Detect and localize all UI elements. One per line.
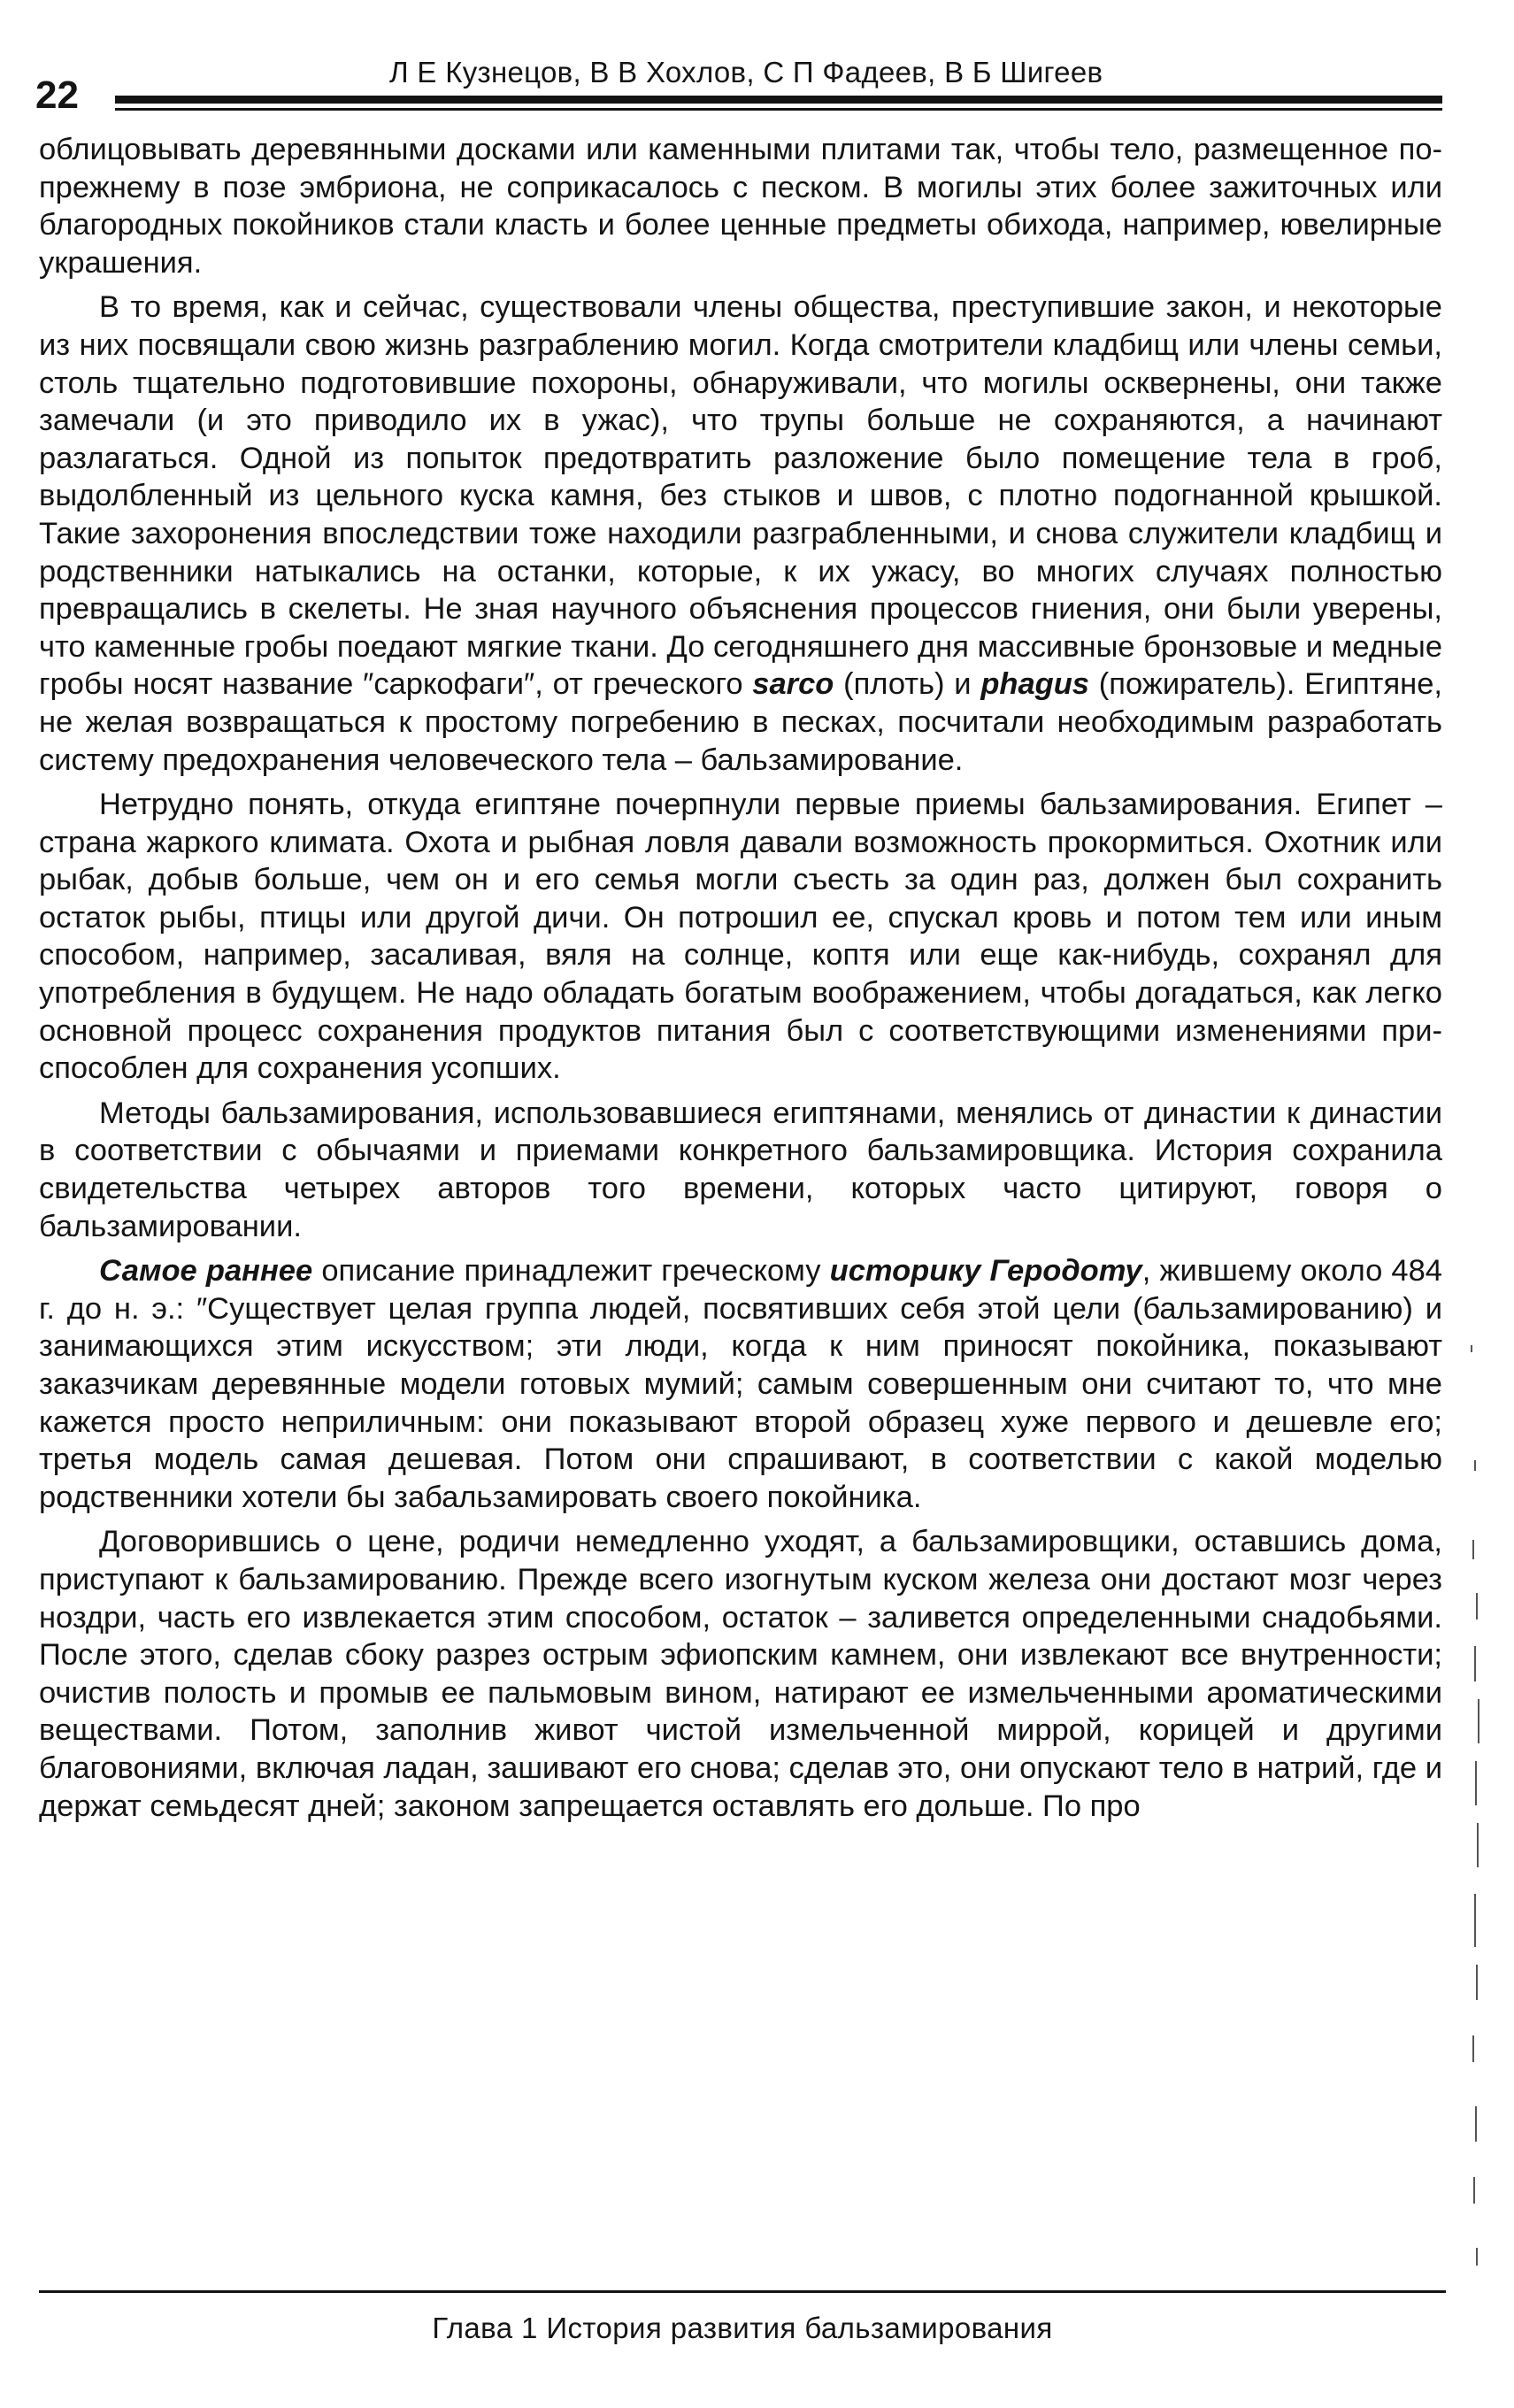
paragraph bbox=[39, 288, 1442, 779]
paragraph bbox=[39, 131, 1442, 281]
paragraph bbox=[39, 1095, 1442, 1245]
emphasis-text: Самое раннее bbox=[99, 1254, 313, 1289]
emphasis-text: историку Геродоту bbox=[829, 1254, 1142, 1289]
emphasis bbox=[830, 1254, 1142, 1288]
text-run: Договорившись о цене, родичи немедленно уходят, а бальзамировщики, оставшись дома, приступают к бальзамированию. Прежде всего изогнутым куском железа они достают мозг через ноздри, часть его извлекается этим способом, остаток – заливется определенными снадобьями. После этого, сделав сбоку разрез острым эфиопским камнем, они извлекают все внутренности; очистив полость и промыв ее пальмовым вином, натирают ее измельченными ароматическими веществами. Потом, заполнив живот чистой измельченной миррой, корицей и другими благовониями, включая ладан, зашивают его снова; сделав это, они опускают тело в натрий, где и держат семьдесят дней; законом запрещается оставлять его дольше. По про bbox=[39, 1525, 1442, 1823]
margin-scan-marks bbox=[1464, 1327, 1491, 2301]
emphasis-text: phagus bbox=[980, 667, 1089, 702]
text-run: Методы бальзамирования, использовавшиеся египтянами, менялись от династии к династии в соответствии с обычаями и приемами конкретного бальзамировщика. История сохранила свидетельства четырех авторов того времени, которых часто цитируют, говоря о бальзамировании. bbox=[39, 1096, 1442, 1243]
page-number: 22 bbox=[35, 73, 79, 117]
paragraph bbox=[39, 1252, 1442, 1516]
text-run: , жившему около 484 г. до н. э.: ″Существует целая группа людей, посвятивших себя этой цели (бальзамированию) и занимающихся этим искусством; эти люди, когда к ним приносят покойника, показывают заказчикам деревянные модели готовых мумий; самым совершенным они считают то, что мне кажется просто неприличным: они показывают второй образец хуже первого и дешевле его; третья модель самая дешевая. Потом они спрашивают, в соответствии с какой моделью родственники хотели бы забальзамировать своего покойника. bbox=[39, 1254, 1442, 1514]
paragraph bbox=[39, 1523, 1442, 1825]
text-run: облицовывать деревянными досками или каменными плитами так, чтобы тело, размещенное по-прежнему в позе эмбриона, не соприкасалось с песком. В могилы этих более зажиточных или благородных покойников стали класть и более ценные предметы обихода, например, ювелирные украшения. bbox=[39, 133, 1442, 280]
running-title: Л Е Кузнецов, В В Хохлов, С П Фадеев, В Б Шигеев bbox=[389, 56, 1103, 88]
text-run: Нетрудно понять, откуда египтяне почерпнули первые приемы бальзамирования. Египет – страна жаркого климата. Охота и рыбная ловля давали возможность прокормиться. Охотник или рыбак, добыв больше, чем он и его семья могли съесть за один раз, должен был сохранить остаток рыбы, птицы или другой дичи. Он потрошил ее, спускал кровь и потом тем или иным способом, например, засаливая, вяля на солнце, коптя или еще как-нибудь, сохранял для употребления в будущем. Не надо обладать богатым воображением, чтобы догадаться, как легко основной процесс сохранения продуктов питания был с соответствующими изменениями приспособлен для сохранения усопших. bbox=[39, 788, 1442, 1086]
paragraph bbox=[39, 786, 1442, 1088]
text-run: (пожиратель). Египтяне, не желая возвращаться к простому погребению в песках, посчитали необходимым разработать систему предохранения человеческого тела – бальзамирование. bbox=[39, 667, 1442, 777]
text-run: В то время, как и сейчас, существовали члены общества, преступившие закон, и некоторые из них посвящали свою жизнь разграблению могил. Когда смотрители кладбищ или члены семьи, столь тщательно подготовившие похороны, обнаруживали, что могилы осквернены, они также замечали (и это приводило их в ужас), что трупы больше не сохраняются, а начинают разлагаться. Одной из попыток предотвратить разложение было помещение тела в гроб, выдолбленный из цельного куска камня, без стыков и швов, с плотно подогнанной крышкой. Такие захоронения впоследствии тоже находили разграбленными, и снова служители кладбищ и родственники натыкались на останки, которые, к их ужасу, во многих случаях полностью превращались в скелеты. Не зная научного объяснения процессов гниения, они были уверены, что каменные гробы поедают мягкие ткани. До сегодняшнего дня массивные бронзовые и медные гробы носят название ″саркофаги″, от греческого bbox=[39, 290, 1443, 702]
header-rule-thin bbox=[115, 108, 1442, 111]
chapter-title: Глава 1 История развития бальзамирования bbox=[432, 2312, 1053, 2344]
emphasis bbox=[99, 1254, 312, 1288]
header-rule-thick bbox=[115, 96, 1442, 104]
text-run: (плоть) и bbox=[834, 667, 981, 702]
emphasis bbox=[752, 667, 834, 701]
emphasis bbox=[980, 667, 1089, 701]
emphasis-text: sarco bbox=[752, 667, 834, 702]
footer-rule bbox=[39, 2290, 1446, 2293]
text-run: описание принадлежит греческому bbox=[312, 1254, 830, 1289]
body-text bbox=[39, 131, 1442, 1832]
page-header bbox=[35, 51, 1442, 122]
